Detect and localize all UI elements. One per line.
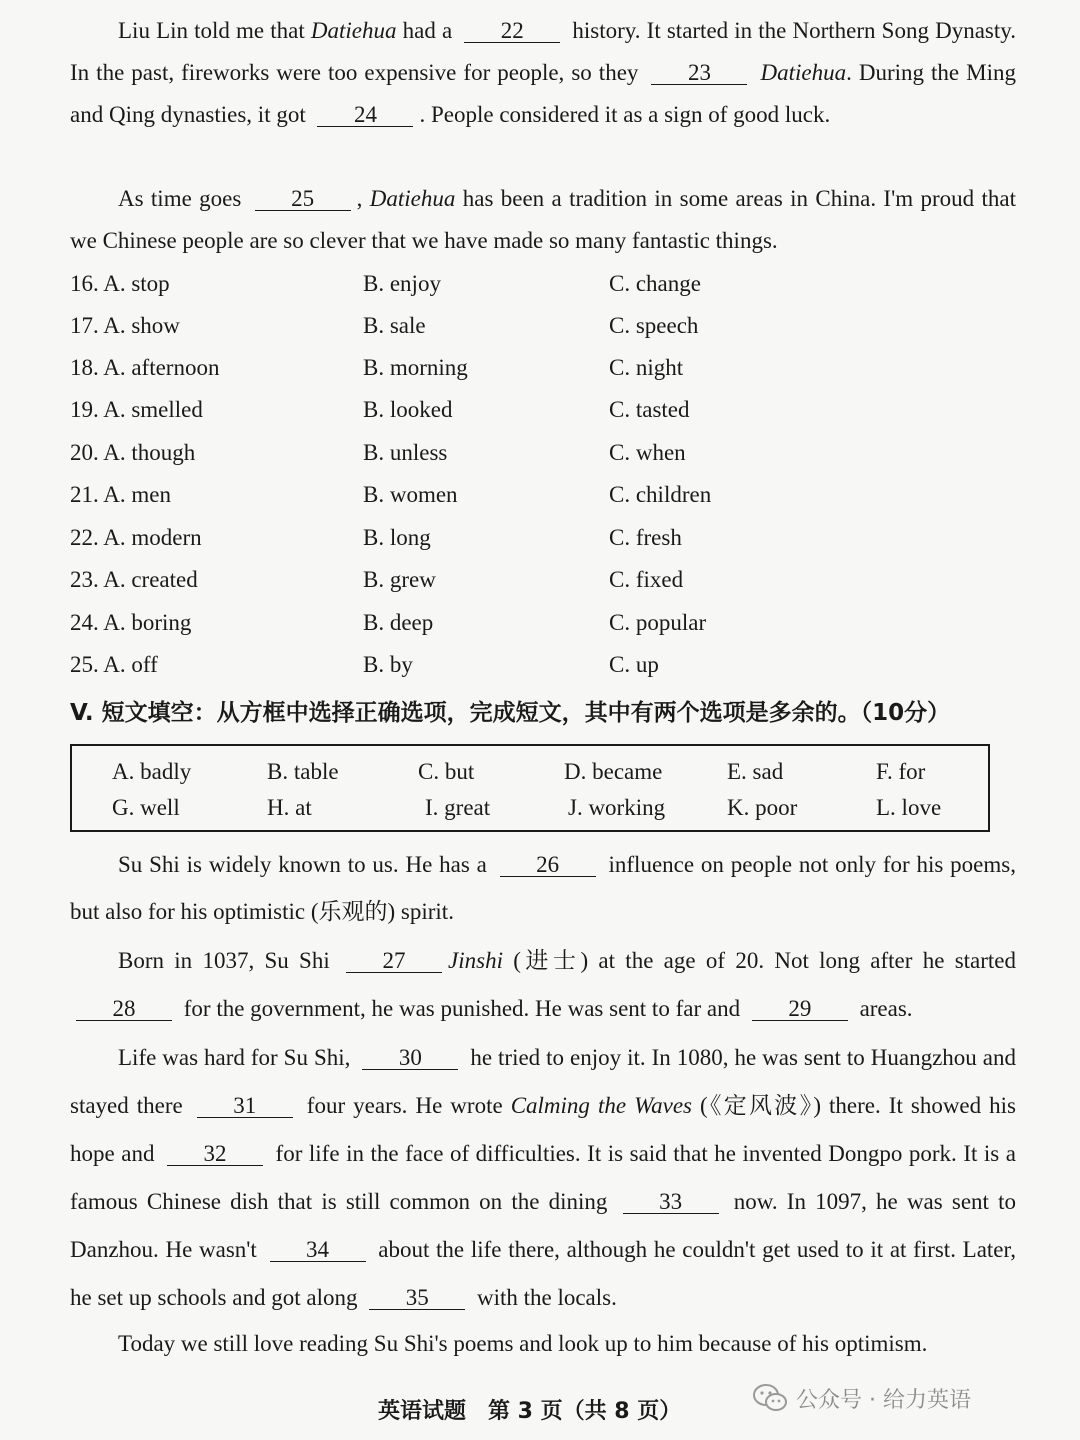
- option-a: 25. A. off: [70, 652, 158, 677]
- text-run-italic: Datiehua: [369, 186, 456, 211]
- text-run-italic: Datiehua: [310, 18, 397, 43]
- question-row-21: [70, 474, 770, 516]
- option-b: B. women: [363, 482, 458, 507]
- blank-33: 33: [623, 1191, 719, 1214]
- blank-29: 29: [752, 998, 848, 1021]
- text-run: influence on people not only for his poems, but also for his optimistic (乐观的) spirit.: [70, 852, 1016, 924]
- word-option: H. at: [267, 795, 312, 820]
- watermark-text: 公众号 · 给力英语: [796, 1387, 971, 1413]
- text-run: history. It started in the Northern Song Dynasty. In the past, fireworks were too expensive for people, so they: [70, 18, 1016, 85]
- option-a: 16. A. stop: [70, 271, 170, 296]
- option-b: B. by: [363, 652, 413, 677]
- text-run: (进士) at the age of 20. Not long after he started: [502, 948, 1016, 973]
- section-v-title: V. 短文填空：从方框中选择正确选项，完成短文，其中有两个选项是多余的。（10分）: [70, 700, 951, 726]
- option-a: 21. A. men: [70, 482, 171, 507]
- question-row-17: [70, 305, 770, 347]
- word-option: A. badly: [112, 759, 192, 784]
- option-a: 18. A. afternoon: [70, 355, 220, 380]
- option-a: 24. A. boring: [70, 610, 192, 635]
- option-b: B. grew: [363, 567, 436, 592]
- option-c: C. tasted: [609, 397, 690, 422]
- text-run: had a: [396, 18, 459, 43]
- option-b: B. long: [363, 525, 431, 550]
- blank-31: 31: [197, 1095, 293, 1118]
- blank-30: 30: [362, 1047, 458, 1070]
- word-option-box: [70, 744, 990, 832]
- option-c: C. when: [609, 440, 686, 465]
- passage2-paragraph1: [70, 841, 1016, 935]
- text-run: now. In 1097, he was sent to Danzhou. He wasn't: [70, 1189, 1016, 1262]
- blank-27: 27: [346, 950, 442, 973]
- text-run: he tried to enjoy it. In 1080, he was sent to Huangzhou and stayed there: [70, 1045, 1016, 1118]
- text-run-italic: Jinshi: [448, 948, 503, 973]
- option-b: B. looked: [363, 397, 453, 422]
- question-row-18: [70, 347, 770, 389]
- option-c: C. change: [609, 271, 701, 296]
- option-a: 17. A. show: [70, 313, 180, 338]
- text-run-italic: Datiehua: [760, 60, 847, 85]
- blank-24: 24: [317, 104, 413, 127]
- question-row-24: [70, 602, 770, 644]
- word-option: F. for: [876, 759, 926, 784]
- text-run: for the government, he was punished. He was sent to far and: [178, 996, 746, 1021]
- blank-28: 28: [76, 998, 172, 1021]
- text-run: for life in the face of difficulties. It is said that he invented Dongpo pork. It is a famous Chinese dish that is still common on the dining: [70, 1141, 1016, 1214]
- option-c: C. fresh: [609, 525, 682, 550]
- word-option: L. love: [876, 795, 942, 820]
- text-run: Liu Lin told me that: [118, 18, 311, 43]
- blank-26: 26: [500, 854, 596, 877]
- word-option: C. but: [418, 759, 475, 784]
- passage2-paragraph3: [70, 1034, 1016, 1322]
- blank-23: 23: [651, 62, 747, 85]
- option-a: 22. A. modern: [70, 525, 202, 550]
- option-c: C. children: [609, 482, 712, 507]
- option-b: B. enjoy: [363, 271, 441, 296]
- word-option: E. sad: [727, 759, 784, 784]
- question-row-23: [70, 559, 770, 601]
- question-row-25: [70, 644, 770, 686]
- text-run: As time goes: [118, 186, 249, 211]
- option-b: B. deep: [363, 610, 434, 635]
- option-a: 20. A. though: [70, 440, 196, 465]
- text-run: . During the Ming and Qing dynasties, it got: [70, 60, 1016, 127]
- option-b: B. morning: [363, 355, 468, 380]
- wechat-icon: [752, 1383, 788, 1413]
- word-option: B. table: [267, 759, 339, 784]
- text-run: (《定风波》) there. It showed his hope and: [70, 1093, 1017, 1166]
- question-row-22: [70, 517, 770, 559]
- blank-32: 32: [167, 1143, 263, 1166]
- text-run: about the life there, although he couldn't get used to it at first. Later, he set up schools and got along: [70, 1237, 1017, 1310]
- text-run-italic: Calming the Waves: [510, 1093, 693, 1118]
- option-c: C. popular: [609, 610, 707, 635]
- option-b: B. sale: [363, 313, 426, 338]
- blank-34: 34: [270, 1239, 366, 1262]
- word-option: D. became: [564, 759, 663, 784]
- option-c: C. night: [609, 355, 684, 380]
- text-run: Born in 1037, Su Shi: [118, 948, 341, 973]
- passage2-paragraph4: [70, 1322, 1016, 1366]
- passage2-paragraph2: [70, 937, 1016, 1033]
- text-run: with the locals.: [471, 1285, 617, 1310]
- page-footer: 英语试题 第 3 页（共 8 页）: [378, 1399, 682, 1424]
- word-option: G. well: [112, 795, 180, 820]
- blank-25: 25: [255, 188, 351, 211]
- question-row-16: [70, 263, 770, 305]
- text-run: Life was hard for Su Shi,: [118, 1045, 357, 1070]
- question-row-19: [70, 389, 770, 431]
- option-c: C. speech: [609, 313, 699, 338]
- option-a: 19. A. smelled: [70, 397, 203, 422]
- text-run: four years. He wrote: [298, 1093, 511, 1118]
- text-run: Su Shi is widely known to us. He has a: [118, 852, 494, 877]
- watermark: [752, 1378, 971, 1418]
- question-row-20: [70, 432, 770, 474]
- word-option: I. great: [425, 795, 491, 820]
- text-run: Today we still love reading Su Shi's poems and look up to him because of his optimism.: [118, 1331, 928, 1356]
- word-option: J. working: [568, 795, 666, 820]
- text-run: has been a tradition in some areas in China. I'm proud that we Chinese people are so clever that we have made so many fantastic things.: [70, 186, 1016, 253]
- word-option: K. poor: [727, 795, 798, 820]
- text-run: ,: [356, 186, 370, 211]
- text-run: . People considered it as a sign of good luck.: [419, 102, 831, 127]
- passage1-paragraph2: [70, 178, 1016, 262]
- blank-35: 35: [369, 1287, 465, 1310]
- option-b: B. unless: [363, 440, 448, 465]
- passage1-paragraph1: [70, 10, 1016, 136]
- option-c: C. up: [609, 652, 659, 677]
- option-a: 23. A. created: [70, 567, 198, 592]
- text-run: areas.: [853, 996, 913, 1021]
- option-c: C. fixed: [609, 567, 684, 592]
- blank-22: 22: [464, 20, 560, 43]
